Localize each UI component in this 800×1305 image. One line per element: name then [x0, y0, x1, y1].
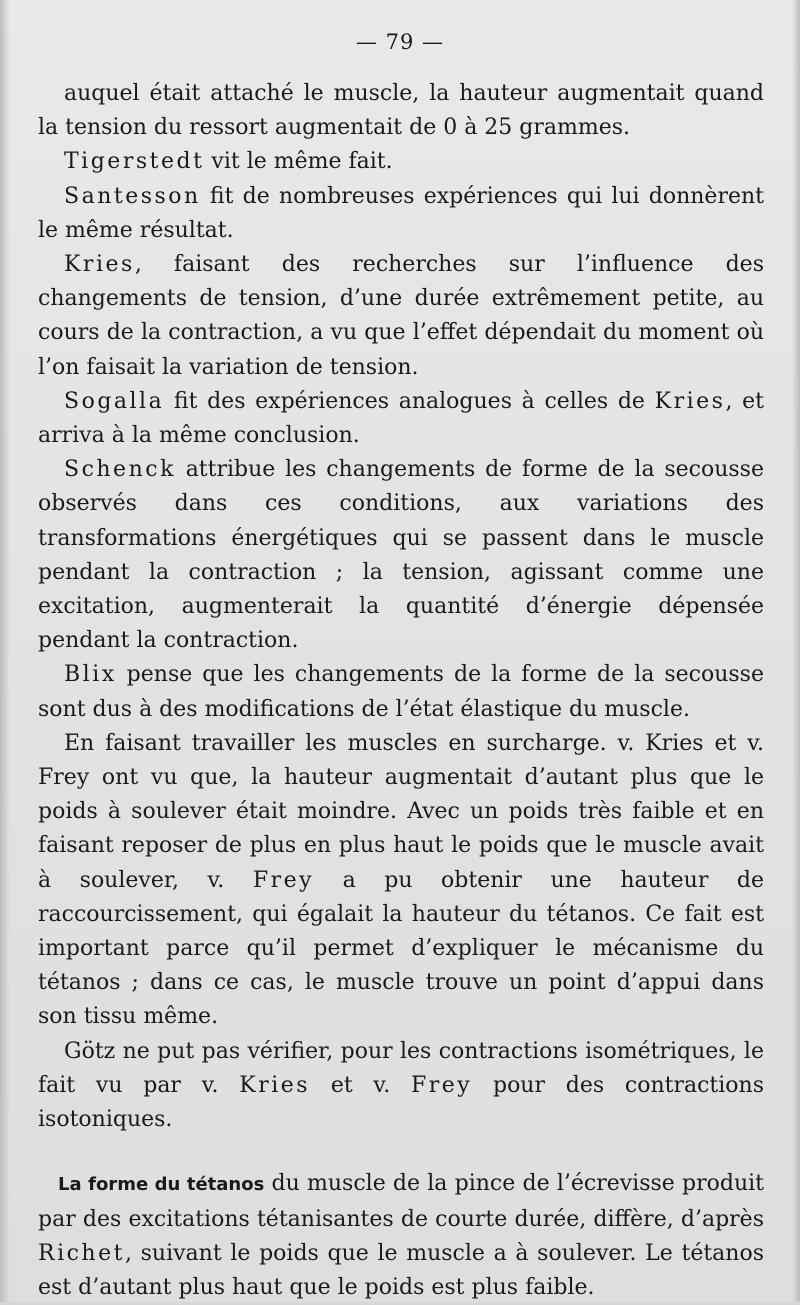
author-name: Kries: [239, 1072, 311, 1098]
text-run: fit de nombreuses expériences qui lui donnèrent le même résultat.: [38, 183, 764, 243]
paragraph: [38, 145, 764, 179]
text-run: a pu obtenir une hauteur de raccourcissement, qui égalait la hauteur du tétanos. Ce fait est important parce qu’il permet d’expliquer le mécanisme du tétanos ; dans ce cas, le muscle trouve un point d’appui dans son tissu même.: [38, 867, 764, 1030]
text-run: En faisant travailler les muscles en surcharge. v. Kries et v. Frey ont vu que, la hauteur augmentait d’autant plus que le poids à soulever était moindre. Avec un poids très faible et en faisant reposer de plus en plus haut le poids que le muscle avait à soulever, v.: [38, 730, 764, 893]
paragraph: [38, 658, 764, 726]
paragraph: [38, 453, 764, 658]
paragraph: [38, 180, 764, 248]
paragraph: [38, 385, 764, 453]
text-run: fit des expériences analogues à celles de: [164, 388, 655, 414]
text-run: vit le même fait.: [204, 149, 393, 175]
paragraph: [38, 77, 764, 145]
text-run: , suivant le poids que le muscle a à soulever. Le tétanos est d’autant plus haut que le poids est plus faible.: [38, 1240, 764, 1300]
author-name: Schenck: [64, 457, 176, 483]
section-heading: La forme du tétanos: [58, 1174, 265, 1196]
text-run: Götz ne put pas vérifier, pour les contractions isométriques, le fait vu par v.: [38, 1038, 764, 1098]
body-text: [38, 77, 764, 1305]
author-name: Blix: [64, 662, 117, 688]
paragraph: [38, 1167, 764, 1305]
text-run: et v.: [310, 1072, 411, 1098]
author-name: Kries: [64, 252, 135, 278]
paragraph: [38, 248, 764, 385]
text-run: attribue les changements de forme de la secousse observés dans ces conditions, aux variations des transformations énergétiques qui se passent dans le muscle pendant la contraction ; la tension, agissant comme une excitation, augmenterait la quantité d’énergie dépensée pendant la contraction.: [38, 457, 764, 654]
text-run: auquel était attaché le muscle, la hauteur augmentait quand la tension du ressort augmentait de 0 à 25 grammes.: [38, 81, 764, 141]
author-name: Richet: [38, 1240, 125, 1266]
text-run: , faisant des recherches sur l’influence des changements de tension, d’une durée extrêmement petite, au cours de la contraction, a vu que l’effet dépendait du moment où l’on faisait la variation de tension.: [38, 252, 764, 380]
text-run: , et arriva à la même conclusion.: [38, 388, 764, 449]
author-name: Sogalla: [64, 388, 165, 414]
author-name: Frey: [252, 867, 315, 893]
author-name: Frey: [411, 1072, 473, 1098]
text-run: du muscle de la pince de l’écrevisse produit par des excitations tétanisantes de courte durée, diffère, d’après: [38, 1171, 764, 1232]
author-name: Santesson: [64, 183, 201, 209]
paragraph: [38, 727, 764, 1035]
paragraph: [38, 1035, 764, 1138]
page-number: — 79 —: [355, 30, 445, 54]
author-name: Kries: [654, 388, 726, 414]
text-run: pense que les changements de la forme de la secousse sont dus à des modifications de l’état élastique du muscle.: [38, 662, 764, 722]
author-name: Tigerstedt: [64, 149, 205, 175]
text-run: pour des contractions isotoniques.: [38, 1072, 765, 1133]
